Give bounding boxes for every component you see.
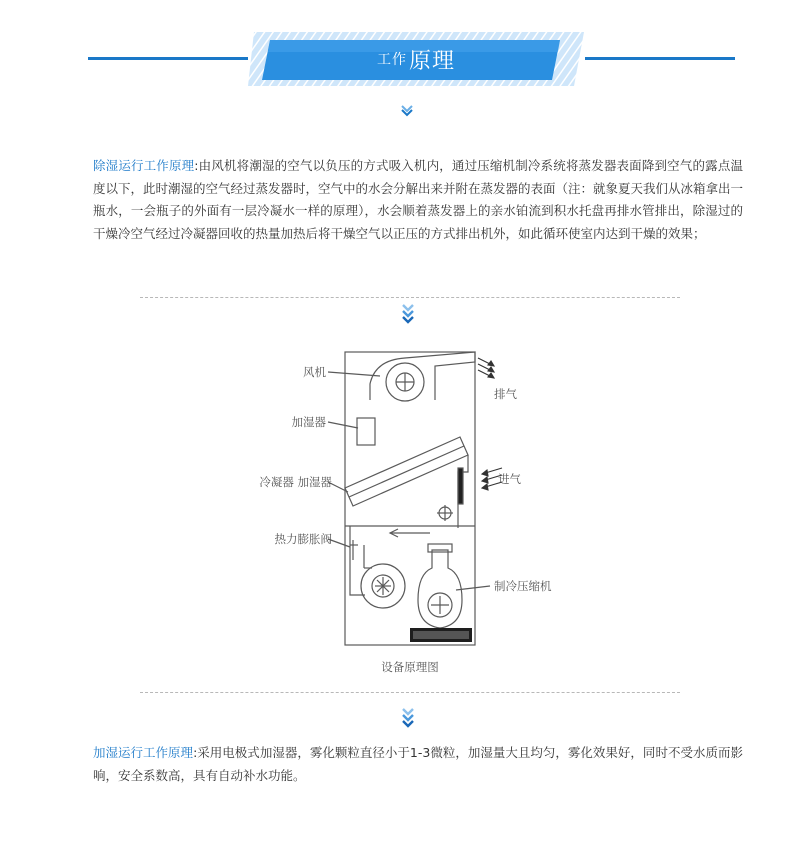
dashed-divider <box>140 692 680 693</box>
page-title <box>248 30 584 88</box>
label-fan: 风机 <box>303 365 326 379</box>
label-humidifier: 加湿器 <box>291 415 326 429</box>
humidify-body: :采用电极式加湿器，雾化颗粒直径小于1-3微粒，加湿量大且均匀，雾化效果好，同时不受水质而影响，安全系数高，具有自动补水功能。 <box>93 745 743 783</box>
equipment-diagram <box>240 340 580 685</box>
chevron-down-icon <box>400 103 414 117</box>
label-exhaust: 排气 <box>494 387 517 401</box>
dehumidify-body: :由风机将潮湿的空气以负压的方式吸入机内，通过压缩机制冷系统将蒸发器表面降到空气的露点温度以下，此时潮湿的空气经过蒸发器时，空气中的水会分解出来并附在蒸发器的表面（注：就象夏天我们从冰箱拿出一瓶水，一会瓶子的外面有一层冷凝水一样的原理），水会顺着蒸发器上的亲水铂流到积水托盘再排水管排出，除湿过的干燥冷空气经过冷凝器回收的热量加热后将干燥空气以正压的方式排出机外，如此循环使室内达到干燥的效果； <box>93 158 744 241</box>
label-intake: 进气 <box>498 472 521 486</box>
label-condenser-humidifier: 冷凝器 加湿器 <box>259 475 332 489</box>
diagram-caption: 设备原理图 <box>381 660 439 674</box>
section-header <box>0 0 800 110</box>
dehumidify-lead: 除湿运行工作原理 <box>93 158 195 173</box>
humidify-lead: 加湿运行工作原理 <box>93 745 194 760</box>
dashed-divider <box>140 297 680 298</box>
double-chevron-down-icon <box>401 706 415 728</box>
humidify-paragraph <box>93 742 743 787</box>
dehumidify-paragraph <box>93 155 743 245</box>
compressor-body <box>418 550 462 628</box>
header-rule-right <box>585 57 735 60</box>
title-banner <box>248 30 584 88</box>
page-title-large: 原理 <box>408 48 455 74</box>
label-expansion-valve: 热力膨胀阀 <box>274 532 332 546</box>
page-title-small: 工作 <box>376 52 407 68</box>
double-chevron-down-icon <box>401 302 415 324</box>
equipment-schematic <box>240 340 580 685</box>
header-rule-left <box>88 57 248 60</box>
label-compressor: 制冷压缩机 <box>494 579 552 593</box>
exhaust-arrows <box>478 358 494 378</box>
cabinet-outline <box>345 352 475 645</box>
humidifier-box <box>357 418 375 445</box>
